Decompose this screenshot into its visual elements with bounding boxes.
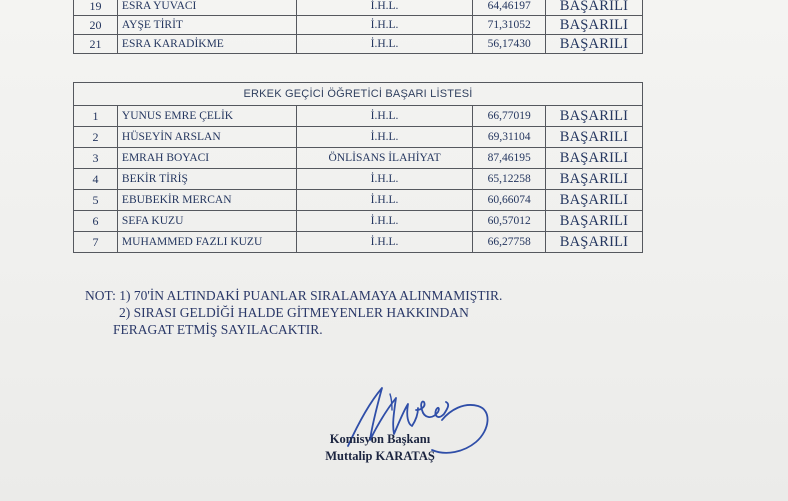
row-name: EBUBEKİR MERCAN (117, 190, 296, 211)
row-school: İ.H.L. (296, 106, 473, 127)
row-name: ESRA YUVACI (117, 0, 296, 16)
row-school: İ.H.L. (296, 0, 473, 16)
table-row (74, 127, 643, 148)
list-title-row (74, 83, 643, 106)
row-school: İ.H.L. (296, 35, 473, 54)
row-status: BAŞARILI (545, 148, 642, 169)
row-name: EMRAH BOYACI (117, 148, 296, 169)
row-number: 20 (74, 16, 118, 35)
row-school: İ.H.L. (296, 190, 473, 211)
row-score: 60,57012 (473, 211, 546, 232)
table-row (74, 148, 643, 169)
row-school: İ.H.L. (296, 169, 473, 190)
row-score: 64,46197 (473, 0, 546, 16)
row-school: İ.H.L. (296, 127, 473, 148)
row-school: İ.H.L. (296, 16, 473, 35)
signatory-title: Komisyon Başkanı (329, 432, 431, 446)
row-name: SEFA KUZU (117, 211, 296, 232)
row-name: HÜSEYİN ARSLAN (117, 127, 296, 148)
row-school: İ.H.L. (296, 211, 473, 232)
row-name: ESRA KARADİKME (117, 35, 296, 54)
row-number: 19 (74, 0, 118, 16)
row-status: BAŞARILI (545, 232, 642, 253)
signature-block (300, 431, 460, 465)
row-status: BAŞARILI (545, 35, 642, 54)
row-number: 21 (74, 35, 118, 54)
table-row (74, 211, 643, 232)
row-number: 7 (74, 232, 118, 253)
row-score: 65,12258 (473, 169, 546, 190)
table-row (74, 232, 643, 253)
row-status: BAŞARILI (545, 190, 642, 211)
table-row (74, 106, 643, 127)
row-name: YUNUS EMRE ÇELİK (117, 106, 296, 127)
row-score: 60,66074 (473, 190, 546, 211)
row-number: 1 (74, 106, 118, 127)
table-row (74, 190, 643, 211)
row-name: BEKİR TİRİŞ (117, 169, 296, 190)
row-status: BAŞARILI (545, 0, 642, 16)
row-status: BAŞARILI (545, 211, 642, 232)
row-score: 66,27758 (473, 232, 546, 253)
row-name: MUHAMMED FAZLI KUZU (117, 232, 296, 253)
row-score: 87,46195 (473, 148, 546, 169)
signatory-name: Muttalip KARATAŞ (325, 449, 435, 463)
row-score: 71,31052 (473, 16, 546, 35)
row-school: İ.H.L. (296, 232, 473, 253)
row-status: BAŞARILI (545, 169, 642, 190)
row-number: 6 (74, 211, 118, 232)
note-line-2: 2) SIRASI GELDİĞİ HALDE GİTMEYENLER HAKKINDAN (119, 305, 469, 320)
row-score: 66,77019 (473, 106, 546, 127)
row-number: 5 (74, 190, 118, 211)
note-line-3: FERAGAT ETMİŞ SAYILACAKTIR. (113, 322, 323, 337)
row-name: AYŞE TİRİT (117, 16, 296, 35)
row-number: 2 (74, 127, 118, 148)
female-list-table-continued (73, 0, 643, 54)
row-status: BAŞARILI (545, 16, 642, 35)
table-row (74, 169, 643, 190)
notes-section (85, 287, 502, 338)
list-title: ERKEK GEÇİCİ ÖĞRETİCİ BAŞARI LİSTESİ (74, 83, 643, 106)
row-status: BAŞARILI (545, 106, 642, 127)
table-row (74, 16, 643, 35)
table-row (74, 0, 643, 16)
note-line-1: NOT: 1) 70'İN ALTINDAKİ PUANLAR SIRALAMAYA ALINMAMIŞTIR. (85, 288, 503, 303)
table-row (74, 35, 643, 54)
row-status: BAŞARILI (545, 127, 642, 148)
male-list-table (73, 82, 643, 253)
row-school: ÖNLİSANS İLAHİYAT (296, 148, 473, 169)
row-score: 56,17430 (473, 35, 546, 54)
row-score: 69,31104 (473, 127, 546, 148)
row-number: 3 (74, 148, 118, 169)
row-number: 4 (74, 169, 118, 190)
